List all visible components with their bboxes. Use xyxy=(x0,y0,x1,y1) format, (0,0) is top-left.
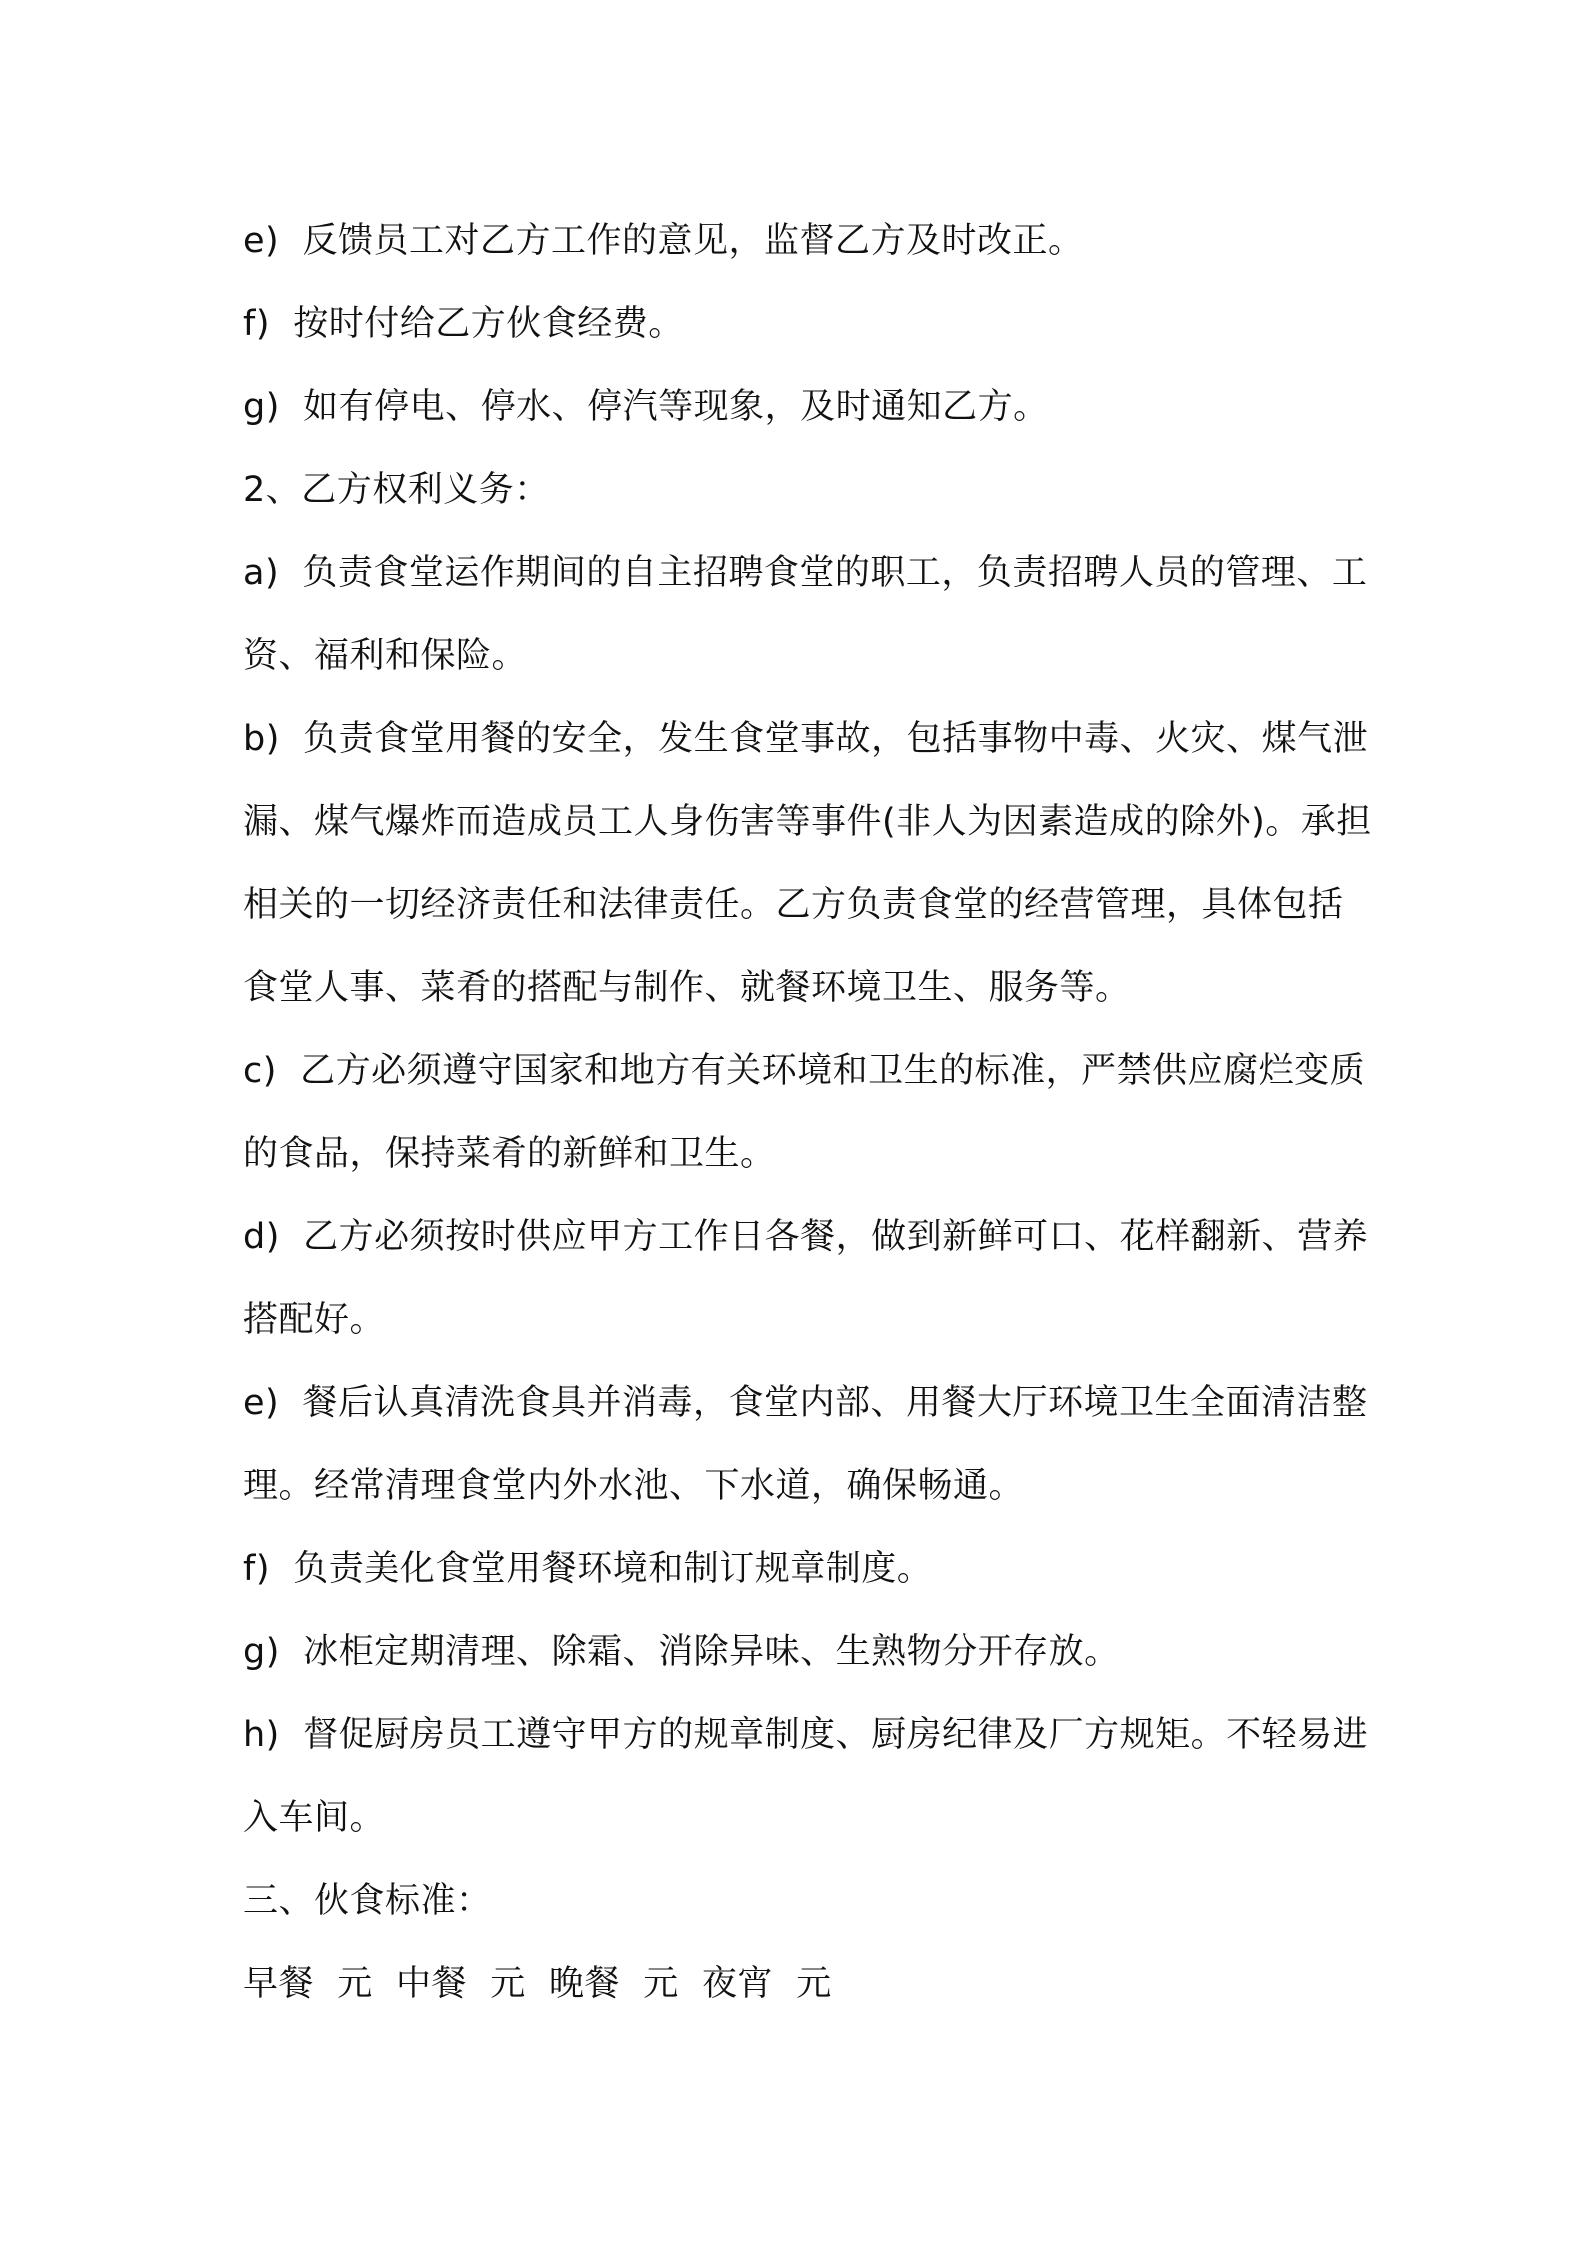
meal-standard-line: 早餐 元 中餐 元 晚餐 元 夜宵 元 xyxy=(243,1964,832,2004)
clause-2-b: b) 负责食堂用餐的安全，发生食堂事故，包括事物中毒、火灾、煤气泄漏、煤气爆炸而造成员工人身伤害等事件(非人为因素造成的除外)。承担相关的一切经济责任和法律责任。乙方负责食堂的经营管理，具体包括食堂人事、菜肴的搭配与制作、就餐环境卫生、服务等。 xyxy=(243,719,1372,1008)
clause-1-g: g) 如有停电、停水、停汽等现象，及时通知乙方。 xyxy=(243,387,1049,427)
clause-2-e: e) 餐后认真清洗食具并消毒，食堂内部、用餐大厅环境卫生全面清洁整理。经常清理食堂内外水池、下水道，确保畅通。 xyxy=(243,1383,1368,1506)
clause-1-f: f) 按时付给乙方伙食经费。 xyxy=(243,304,684,344)
clause-2-f: f) 负责美化食堂用餐环境和制订规章制度。 xyxy=(243,1549,933,1589)
clause-2-c: c) 乙方必须遵守国家和地方有关环境和卫生的标准，严禁供应腐烂变质的食品，保持菜肴的新鲜和卫生。 xyxy=(243,1051,1366,1174)
clause-2-a: a) 负责食堂运作期间的自主招聘食堂的职工，负责招聘人员的管理、工资、福利和保险。 xyxy=(243,553,1368,676)
section-heading-party-b: 2、乙方权利义务： xyxy=(243,470,550,510)
clause-1-e: e) 反馈员工对乙方工作的意见，监督乙方及时改正。 xyxy=(243,221,1084,261)
clause-2-d: d) 乙方必须按时供应甲方工作日各餐，做到新鲜可口、花样翻新、营养搭配好。 xyxy=(243,1217,1369,1340)
clause-2-h: h) 督促厨房员工遵守甲方的规章制度、厨房纪律及厂方规矩。不轻易进入车间。 xyxy=(243,1715,1369,1838)
document-body xyxy=(243,200,1373,2026)
clause-2-g: g) 冰柜定期清理、除霜、消除异味、生熟物分开存放。 xyxy=(243,1632,1120,1672)
section-heading-meal-standard: 三、伙食标准： xyxy=(243,1881,492,1921)
